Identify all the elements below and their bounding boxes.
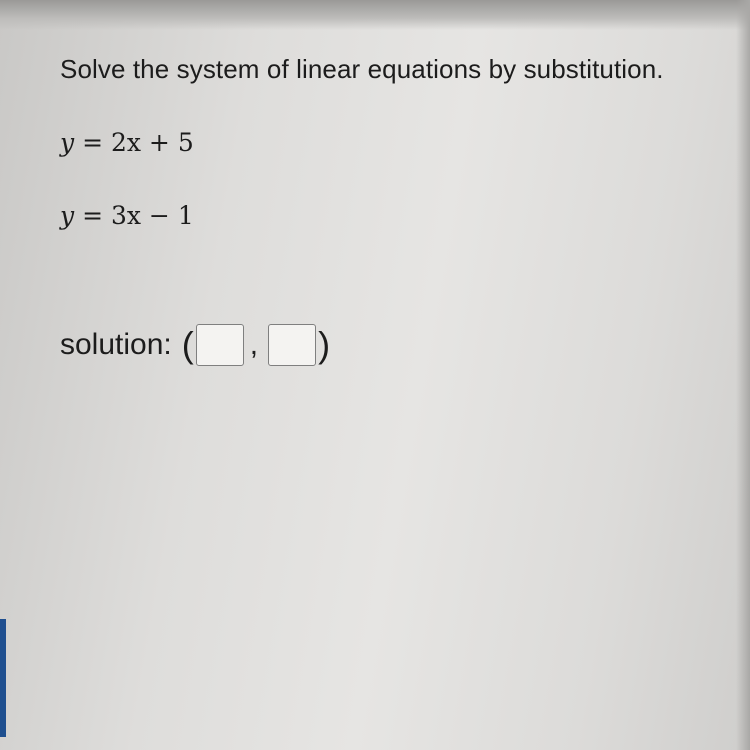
question-prompt: Solve the system of linear equations by substitution. — [60, 54, 664, 84]
solution-label: solution: — [60, 328, 172, 361]
solution-x-input[interactable] — [196, 324, 244, 366]
equation-2-lhs: y — [60, 201, 75, 230]
equation-1 — [60, 128, 194, 157]
equation-2-rhs: = 3x − 1 — [82, 201, 194, 230]
open-paren: ( — [181, 324, 194, 365]
equation-2 — [60, 201, 194, 230]
equation-1-rhs: = 2x + 5 — [82, 128, 194, 157]
solution-row — [60, 322, 330, 368]
solution-comma: , — [249, 328, 259, 361]
equation-1-lhs: y — [60, 128, 75, 157]
close-paren: ) — [318, 324, 331, 365]
solution-y-input[interactable] — [268, 324, 316, 366]
side-tab — [0, 619, 6, 737]
